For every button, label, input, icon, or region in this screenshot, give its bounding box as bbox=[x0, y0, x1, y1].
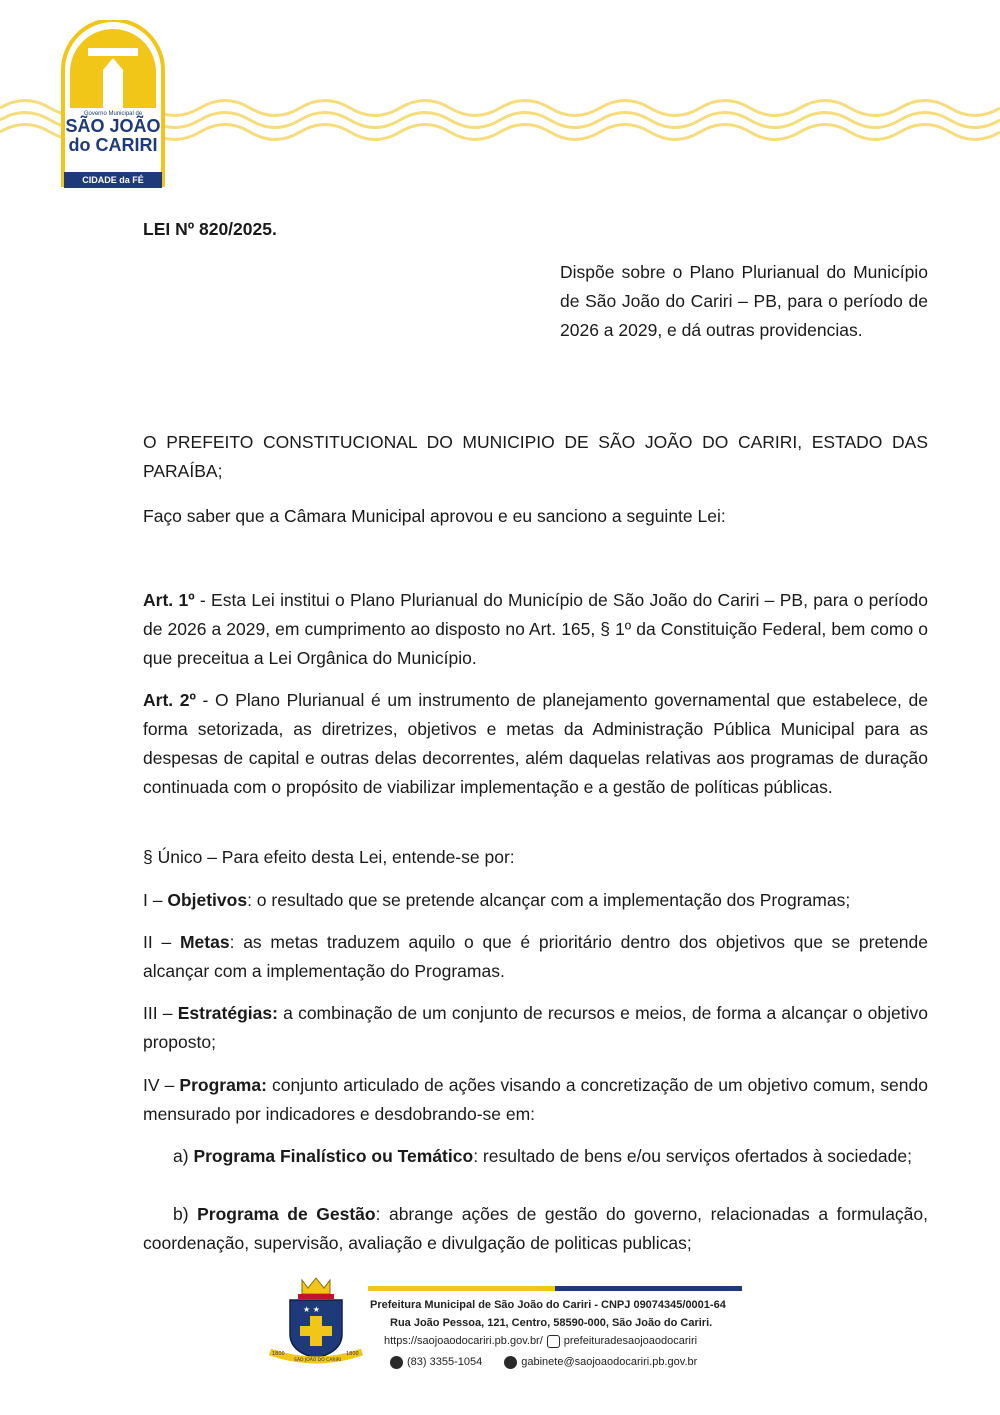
footer-instagram[interactable]: prefeituradesaojoaodocariri bbox=[563, 1335, 698, 1347]
crest-year-right: 1800 bbox=[346, 1351, 359, 1357]
subitem-a bbox=[143, 1142, 928, 1171]
article-2 bbox=[143, 686, 928, 802]
item-1-label: Objetivos bbox=[167, 890, 248, 910]
article-2-text: - O Plano Plurianual é um instrumento de planejamento governamental que estabelece, de forma setorizada, as diretrizes, objetivos e metas da Administração Pública Municipal para as despesas de capital e outras delas decorrentes, além daquelas relativas aos programas de duração continuada com o propósito de viabilizar implementação e a gestão de políticas públicas. bbox=[143, 690, 929, 797]
phone-icon bbox=[390, 1356, 403, 1369]
sole-paragraph: § Único – Para efeito desta Lei, entende-se por: bbox=[143, 847, 515, 867]
crest-motto: SÃO JOÃO DO CARIRI bbox=[294, 1358, 342, 1363]
subitem-b-label: Programa de Gestão bbox=[197, 1204, 376, 1224]
article-1 bbox=[143, 586, 928, 673]
footer-org: Prefeitura Municipal de São João do Cariri - CNPJ 09074345/0001-64 bbox=[370, 1299, 726, 1311]
item-3-label: Estratégias: bbox=[177, 1003, 278, 1023]
logo-line2: do CARIRI bbox=[68, 135, 158, 155]
item-1-text: : o resultado que se pretende alcançar com a implementação dos Programas; bbox=[247, 890, 851, 910]
law-title: LEI Nº 820/2025. bbox=[143, 219, 277, 239]
subitem-b bbox=[143, 1200, 928, 1258]
footer-divider bbox=[368, 1286, 742, 1291]
footer-website[interactable]: https://saojoaodocariri.pb.gov.br/ bbox=[384, 1335, 543, 1347]
email-icon bbox=[504, 1356, 517, 1369]
subitem-a-text: : resultado de bens e/ou serviços ofertados à sociedade; bbox=[473, 1146, 912, 1166]
footer-web-row bbox=[370, 1332, 750, 1350]
logo-line1: SÃO JOÃO bbox=[65, 116, 161, 136]
item-objetivos bbox=[143, 886, 928, 915]
svg-text:★ ★: ★ ★ bbox=[303, 1305, 320, 1314]
instagram-icon bbox=[547, 1335, 560, 1348]
municipal-logo bbox=[58, 20, 168, 192]
item-2-prefix: II – bbox=[143, 932, 180, 952]
footer-address: Rua João Pessoa, 121, Centro, 58590-000, São João do Cariri. bbox=[390, 1317, 713, 1329]
subitem-a-prefix: a) bbox=[173, 1146, 194, 1166]
subitem-b-text: : abrange ações de gestão do governo, relacionadas a formulação, coordenação, supervisão, avaliação e divulgação de politicas publicas; bbox=[143, 1204, 928, 1253]
footer-email[interactable]: gabinete@saojoaodocariri.pb.gov.br bbox=[521, 1356, 698, 1368]
footer-phone: (83) 3355-1054 bbox=[407, 1356, 483, 1368]
item-metas bbox=[143, 928, 928, 986]
item-4-text: conjunto articulado de ações visando a concretização de um objetivo comum, sendo mensurado por indicadores e desdobrando-se em: bbox=[143, 1075, 928, 1124]
subitem-a-label: Programa Finalístico ou Temático bbox=[193, 1146, 474, 1166]
item-programa bbox=[143, 1071, 928, 1129]
article-2-label: Art. 2º bbox=[143, 690, 196, 710]
footer-divider-yellow bbox=[368, 1286, 555, 1291]
law-ementa: Dispõe sobre o Plano Plurianual do Município de São João do Cariri – PB, para o período de 2026 a 2029, e dá outras providencias. bbox=[560, 262, 928, 340]
logo-tagline: CIDADE da FÉ bbox=[64, 172, 162, 188]
article-1-label: Art. 1º bbox=[143, 590, 195, 610]
footer-phone-row bbox=[370, 1353, 750, 1371]
item-estrategias bbox=[143, 999, 928, 1057]
item-1-prefix: I – bbox=[143, 890, 168, 910]
item-3-text: a combinação de um conjunto de recursos e meios, de forma a alcançar o objetivo proposto; bbox=[143, 1003, 929, 1052]
item-2-label: Metas bbox=[179, 932, 230, 952]
crest-year-left: 1800 bbox=[272, 1351, 285, 1357]
preamble: O PREFEITO CONSTITUCIONAL DO MUNICIPIO DE SÃO JOÃO DO CARIRI, ESTADO DAS PARAÍBA; bbox=[143, 432, 928, 481]
enactment-clause: Faço saber que a Câmara Municipal aprovou e eu sanciono a seguinte Lei: bbox=[143, 506, 726, 526]
item-4-label: Programa: bbox=[179, 1075, 267, 1095]
item-3-prefix: III – bbox=[143, 1003, 178, 1023]
item-4-prefix: IV – bbox=[143, 1075, 180, 1095]
municipal-crest bbox=[268, 1276, 364, 1368]
logo-text-block bbox=[58, 111, 168, 155]
logo-small-text: Governo Municipal de bbox=[83, 111, 143, 117]
footer-contact-block bbox=[370, 1296, 750, 1371]
subitem-b-prefix: b) bbox=[173, 1204, 198, 1224]
footer-divider-blue bbox=[555, 1286, 742, 1291]
article-1-text: - Esta Lei institui o Plano Plurianual do Município de São João do Cariri – PB, para o período de 2026 a 2029, em cumprimento ao disposto no Art. 165, § 1º da Constituição Federal, bem como o que preceitua a Lei Orgânica do Município. bbox=[143, 590, 929, 668]
item-2-text: : as metas traduzem aquilo o que é prioritário dentro dos objetivos que se pretende alcançar com a implementação do Programas. bbox=[143, 932, 929, 981]
